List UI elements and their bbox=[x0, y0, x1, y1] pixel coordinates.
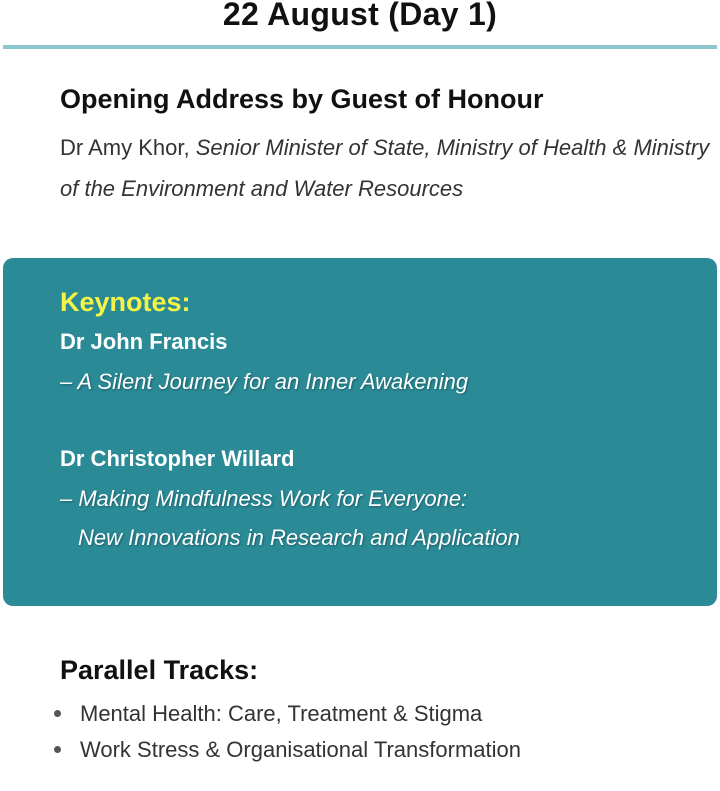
keynote-speaker-name: Dr Christopher Willard bbox=[60, 446, 295, 471]
parallel-tracks-heading: Parallel Tracks: bbox=[60, 655, 259, 685]
opening-speaker-name: Dr Amy Khor, bbox=[60, 135, 196, 160]
keynote-talk-title: – Making Mindfulness Work for Everyone: bbox=[60, 486, 468, 511]
bullet-icon bbox=[54, 710, 61, 717]
keynote-talk-title-continued: New Innovations in Research and Application bbox=[78, 525, 520, 550]
keynote-spacer bbox=[60, 401, 700, 439]
list-item bbox=[60, 732, 720, 768]
parallel-tracks-section bbox=[60, 655, 720, 768]
track-label: Work Stress & Organisational Transformation bbox=[80, 737, 521, 762]
day-title: 22 August (Day 1) bbox=[222, 0, 498, 32]
track-label: Mental Health: Care, Treatment & Stigma bbox=[80, 701, 483, 726]
parallel-tracks-list bbox=[60, 696, 720, 768]
bullet-icon bbox=[54, 746, 61, 753]
keynote-talk-title: – A Silent Journey for an Inner Awakening bbox=[60, 369, 469, 394]
keynote-speaker-name: Dr John Francis bbox=[60, 329, 228, 354]
opening-speaker-role: Senior Minister of State, Ministry of Health & Ministry of the Environment and Water Resources bbox=[60, 135, 710, 201]
opening-address-heading: Opening Address by Guest of Honour bbox=[60, 84, 544, 114]
opening-address-section bbox=[60, 84, 720, 209]
list-item bbox=[60, 696, 720, 732]
opening-speaker bbox=[60, 127, 720, 209]
keynotes-panel bbox=[3, 258, 717, 606]
keynotes-heading: Keynotes: bbox=[60, 287, 191, 317]
header-divider bbox=[3, 45, 717, 49]
